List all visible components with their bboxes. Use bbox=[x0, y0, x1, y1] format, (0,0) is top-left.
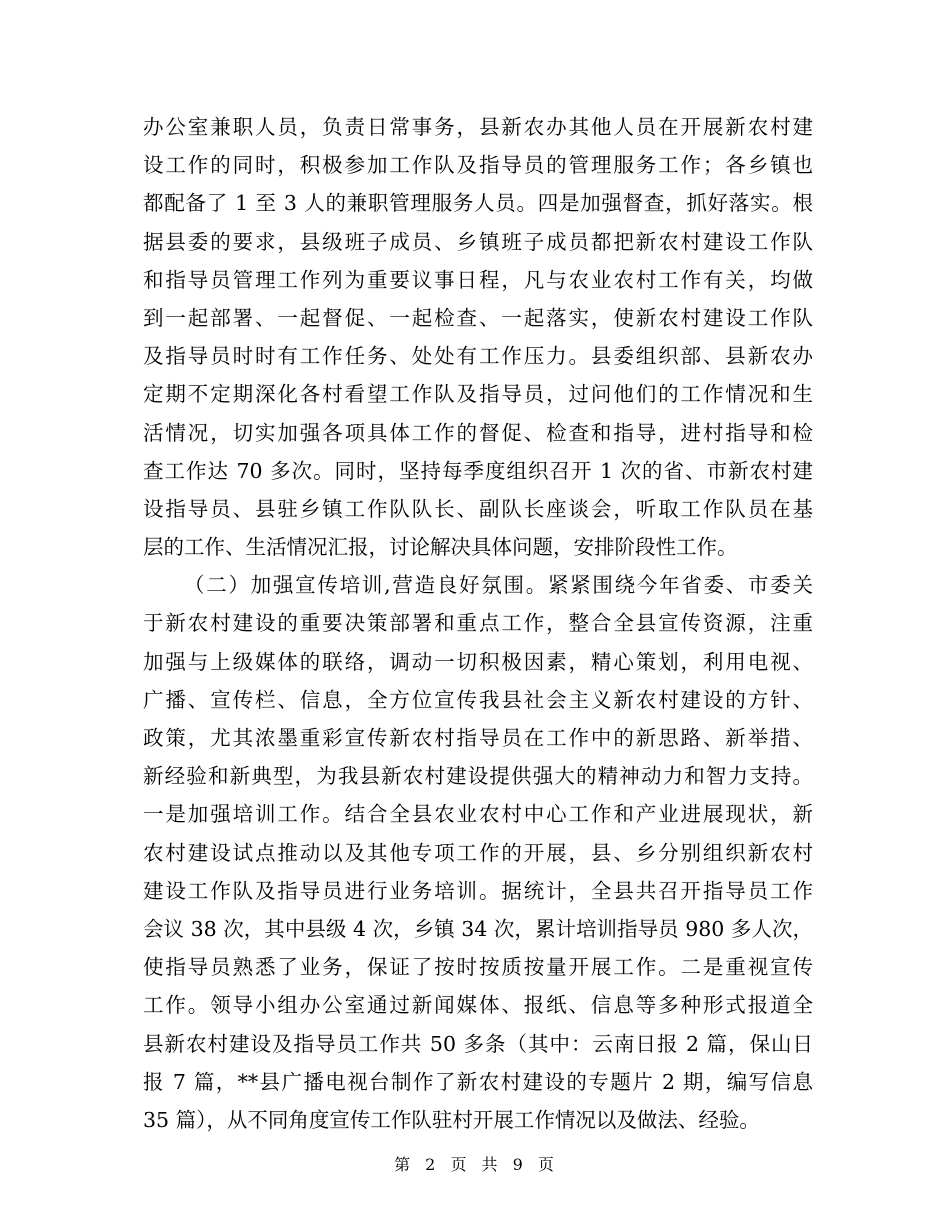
text-line: 建设工作队及指导员进行业务培训。据统计，全县共召开指导员工作 bbox=[143, 878, 813, 903]
text-line: 据县委的要求，县级班子成员、乡镇班子成员都把新农村建设工作队 bbox=[143, 229, 813, 254]
text-line: 设工作的同时，积极参加工作队及指导员的管理服务工作；各乡镇也 bbox=[143, 153, 813, 178]
text-line: 政策，尤其浓墨重彩宣传新农村指导员在工作中的新思路、新举措、 bbox=[143, 726, 813, 750]
text-line: 县新农村建设及指导员工作共 50 多条（其中：云南日报 2 篇，保山日 bbox=[143, 1031, 813, 1056]
text-line: 和指导员管理工作列为重要议事日程，凡与农业农村工作有关，均做 bbox=[143, 267, 813, 292]
text-line: 于新农村建设的重要决策部署和重点工作，整合全县宣传资源，注重 bbox=[143, 611, 813, 636]
text-line: 加强与上级媒体的联络，调动一切积极因素，精心策划，利用电视、 bbox=[143, 649, 813, 674]
text-line: 会议 38 次，其中县级 4 次，乡镇 34 次，累计培训指导员 980 多人次， bbox=[143, 916, 813, 941]
document-body bbox=[143, 108, 813, 1139]
text-line: 活情况，切实加强各项具体工作的督促、检查和指导，进村指导和检 bbox=[143, 420, 813, 445]
text-line: 使指导员熟悉了业务，保证了按时按质按量开展工作。二是重视宣传 bbox=[143, 955, 813, 980]
text-line: 办公室兼职人员，负责日常事务，县新农办其他人员在开展新农村建 bbox=[143, 115, 813, 139]
page-number-footer: 第 2 页 共 9 页 bbox=[394, 1155, 556, 1174]
text-line: 35 篇），从不同角度宣传工作队驻村开展工作情况以及做法、经验。 bbox=[143, 1107, 760, 1132]
text-line: 层的工作、生活情况汇报，讨论解决具体问题，安排阶段性工作。 bbox=[143, 535, 738, 560]
text-line: 定期不定期深化各村看望工作队及指导员，过问他们的工作情况和生 bbox=[143, 382, 813, 407]
text-line: 广播、宣传栏、信息，全方位宣传我县社会主义新农村建设的方针、 bbox=[143, 687, 813, 712]
text-line: 到一起部署、一起督促、一起检查、一起落实，使新农村建设工作队 bbox=[143, 305, 813, 330]
text-line: 农村建设试点推动以及其他专项工作的开展，县、乡分别组织新农村 bbox=[143, 840, 813, 865]
text-line: 一是加强培训工作。结合全县农业农村中心工作和产业进展现状，新 bbox=[143, 802, 813, 827]
text-line: 报 7 篇，**县广播电视台制作了新农村建设的专题片 2 期，编写信息 bbox=[143, 1069, 813, 1094]
text-line: 设指导员、县驻乡镇工作队队长、副队长座谈会，听取工作队员在基 bbox=[143, 496, 813, 521]
text-line: 查工作达 70 多次。同时，坚持每季度组织召开 1 次的省、市新农村建 bbox=[143, 458, 813, 483]
text-line: 新经验和新典型，为我县新农村建设提供强大的精神动力和智力支持。 bbox=[143, 764, 813, 789]
text-line: 工作。领导小组办公室通过新闻媒体、报纸、信息等多种形式报道全 bbox=[143, 993, 813, 1018]
section-heading-line: （二）加强宣传培训,营造良好氛围。紧紧围绕今年省委、市委关 bbox=[184, 573, 813, 598]
text-line: 都配备了 1 至 3 人的兼职管理服务人员。四是加强督查，抓好落实。根 bbox=[143, 191, 813, 216]
text-line: 及指导员时时有工作任务、处处有工作压力。县委组织部、县新农办 bbox=[143, 344, 813, 369]
